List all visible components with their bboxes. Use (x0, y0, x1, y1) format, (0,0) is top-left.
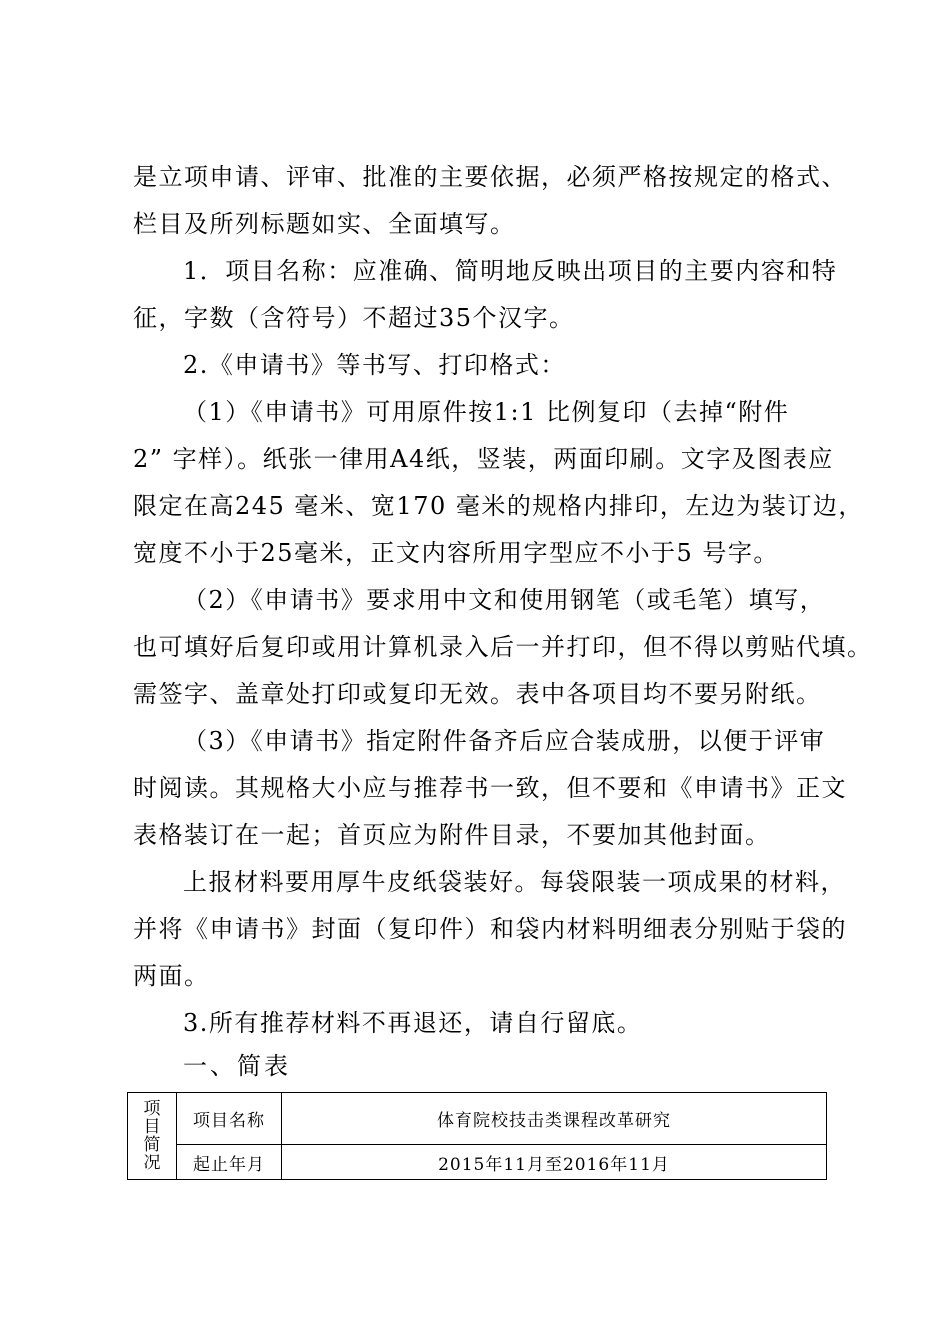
side-label: 项目简况 (143, 1098, 161, 1173)
text-line-17: 并将《申请书》封面（复印件）和袋内材料明细表分别贴于袋的 (133, 915, 847, 943)
text-line-16: 上报材料要用厚牛皮纸袋装好。每袋限装一项成果的材料， (183, 868, 846, 896)
text-line-2: 栏目及所列标题如实、全面填写。 (133, 210, 516, 238)
label-cell-project-name: 项目名称 (177, 1093, 282, 1145)
table-row (128, 1145, 827, 1180)
text-line-3: 1．项目名称：应准确、简明地反映出项目的主要内容和特 (183, 257, 838, 285)
text-line-10: （2）《申请书》要求用中文和使用钢笔（或毛笔）填写， (183, 586, 826, 614)
section-title: 一、简表 (183, 1052, 291, 1080)
text-line-1: 是立项申请、评审、批准的主要依据，必须严格按规定的格式、 (133, 163, 847, 191)
text-line-8: 限定在高245 毫米、宽170 毫米的规格内排印，左边为装订边， (133, 492, 864, 520)
value-cell-project-name: 体育院校技击类课程改革研究 (282, 1093, 827, 1145)
brief-table (127, 1092, 827, 1180)
side-label-cell (128, 1093, 177, 1180)
text-line-7: 2” 字样）。纸张一律用A4纸，竖装，两面印刷。文字及图表应 (133, 445, 834, 473)
text-line-9: 宽度不小于25毫米，正文内容所用字型应不小于5 号字。 (133, 539, 779, 567)
label-cell-period: 起止年月 (177, 1145, 282, 1180)
text-line-15: 表格装订在一起；首页应为附件目录，不要加其他封面。 (133, 821, 771, 849)
text-line-6: （1）《申请书》可用原件按1:1 比例复印（去掉“附件 (183, 398, 790, 426)
text-line-11: 也可填好后复印或用计算机录入后一并打印，但不得以剪贴代填。 (133, 633, 873, 661)
text-line-19: 3.所有推荐材料不再退还，请自行留底。 (183, 1009, 643, 1037)
text-line-14: 时阅读。其规格大小应与推荐书一致，但不要和《申请书》正文 (133, 774, 847, 802)
text-line-5: 2.《申请书》等书写、打印格式： (183, 351, 566, 379)
value-cell-period: 2015年11月至2016年11月 (282, 1145, 827, 1180)
text-line-13: （3）《申请书》指定附件备齐后应合装成册，以便于评审 (183, 727, 826, 755)
table-row (128, 1093, 827, 1145)
text-line-18: 两面。 (133, 962, 210, 990)
text-line-4: 征，字数（含符号）不超过35个汉字。 (133, 304, 575, 332)
text-line-12: 需签字、盖章处打印或复印无效。表中各项目均不要另附纸。 (133, 680, 822, 708)
